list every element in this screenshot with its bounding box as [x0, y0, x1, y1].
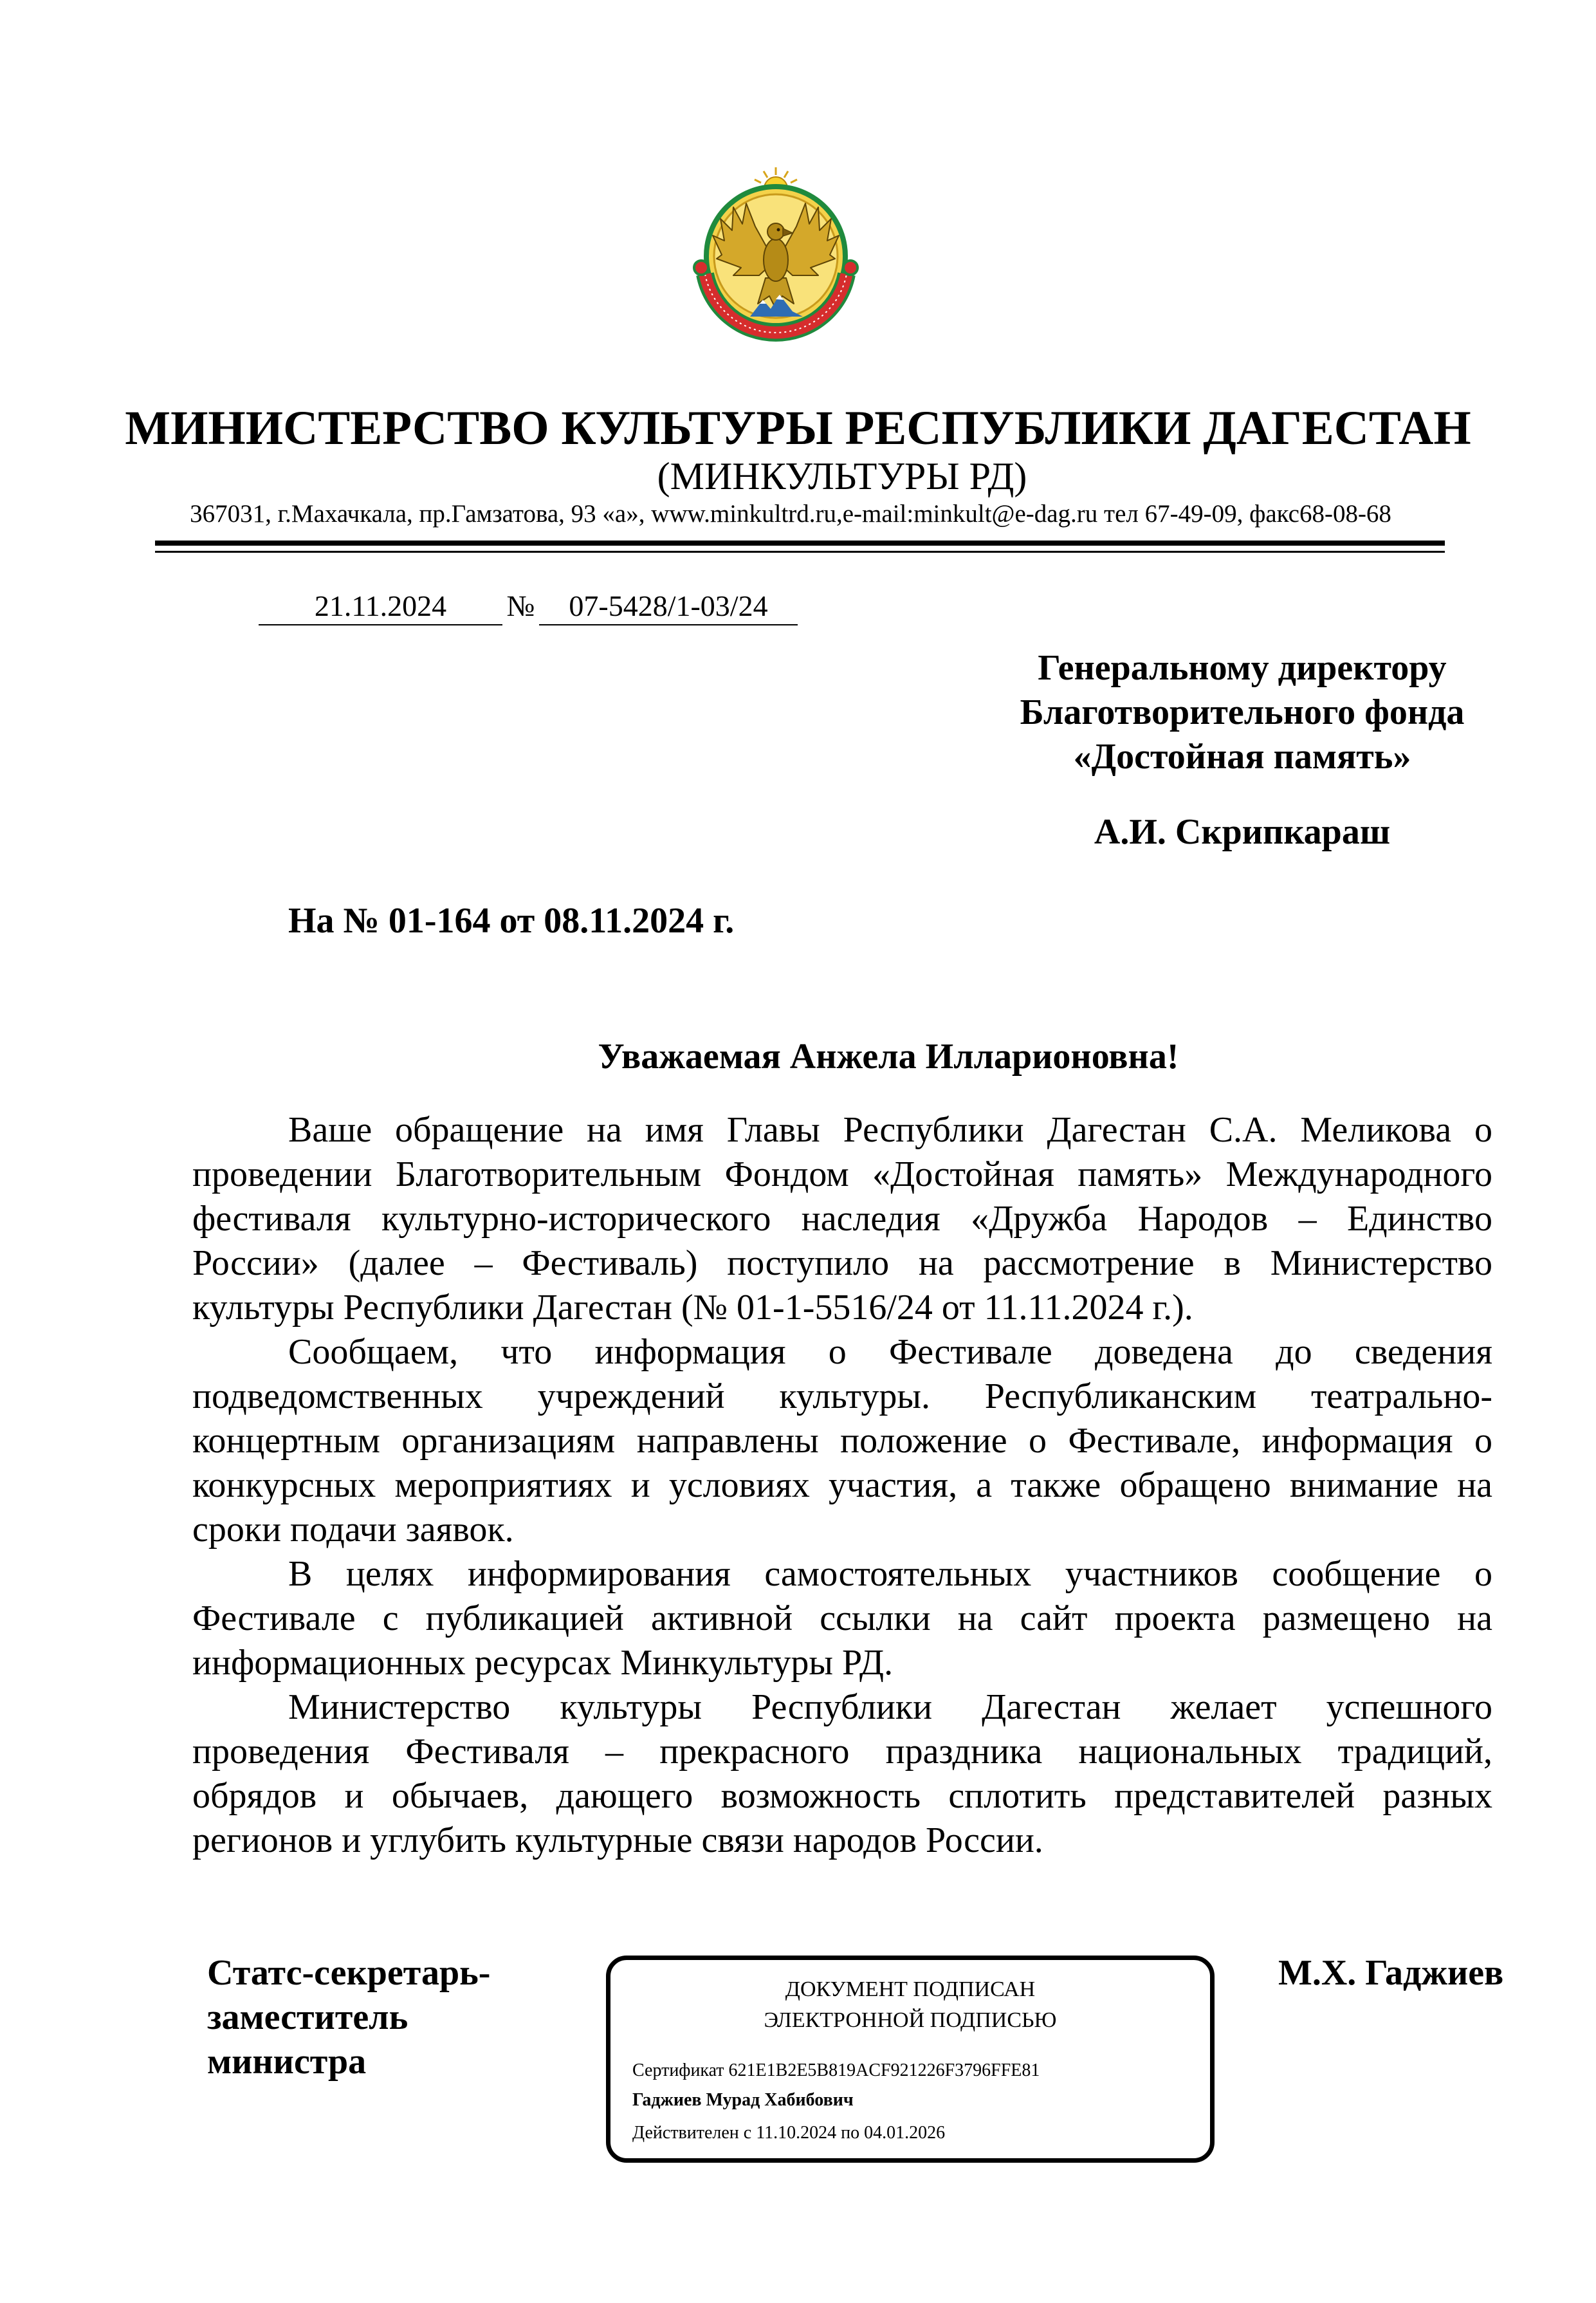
ministry-title: МИНИСТЕРСТВО КУЛЬТУРЫ РЕСПУБЛИКИ ДАГЕСТАН [125, 402, 1471, 455]
body-line: фестиваля культурно-исторического наследия «Дружба Народов – Единство [192, 1199, 1492, 1239]
body-line: Министерство культуры Республики Дагестан желает успешного [288, 1687, 1492, 1727]
stamp-validity: Действителен с 11.10.2024 по 04.01.2026 [632, 2123, 946, 2143]
body-line: Фестивале с публикацией активной ссылки на сайт проекта размещено на [192, 1598, 1492, 1638]
paragraph [192, 1685, 1492, 1863]
stamp-owner: Гаджиев Мурад Хабибович [632, 2090, 854, 2110]
signatory-position-line: заместитель [207, 1997, 408, 2037]
salutation: Уважаемая Анжела Илларионовна! [598, 1037, 1179, 1077]
letter-date: 21.11.2024 [259, 588, 502, 625]
body-line: регионов и углубить культурные связи народов России. [192, 1820, 1043, 1860]
electronic-signature-stamp [606, 1956, 1215, 2163]
coat-of-arms-emblem [679, 165, 872, 364]
body-line: В целях информирования самостоятельных участников сообщение о [288, 1554, 1492, 1594]
addressee-line: «Достойная память» [1073, 737, 1411, 777]
letter-number: 07-5428/1-03/24 [539, 588, 798, 625]
body-line: подведомственных учреждений культуры. Республиканским театрально- [192, 1376, 1492, 1416]
stamp-title-line: ЭЛЕКТРОННОЙ ПОДПИСЬЮ [764, 2008, 1057, 2032]
paragraph [192, 1330, 1492, 1552]
addressee-line: Благотворительного фонда [1020, 692, 1465, 732]
signatory-position [207, 1951, 580, 2084]
body-line: информационных ресурсах Минкультуры РД. [192, 1643, 894, 1683]
letter-body [192, 1108, 1492, 1863]
emblem-eagle-body [764, 239, 788, 281]
body-line: культуры Республики Дагестан (№ 01-1-5516/24 от 11.11.2024 г.). [192, 1288, 1193, 1327]
body-line: проведения Фестиваля – прекрасного праздника национальных традиций, [192, 1732, 1492, 1771]
body-line: сроки подачи заявок. [192, 1510, 514, 1549]
signatory-position-line: министра [207, 2042, 367, 2082]
addressee-line: Генеральному директору [1038, 648, 1447, 688]
ministry-short-name: (МИНКУЛЬТУРЫ РД) [657, 455, 1027, 497]
registration-line [259, 588, 798, 625]
body-line: конкурсных мероприятиях и условиях участия, а также обращено внимание на [192, 1465, 1492, 1505]
body-line: Сообщаем, что информация о Фестивале доведена до сведения [288, 1332, 1492, 1372]
header-rule-thin [155, 551, 1445, 553]
body-line: обрядов и обычаев, дающего возможность сплотить представителей разных [192, 1776, 1492, 1816]
body-line: проведении Благотворительным Фондом «Достойная память» Международного [192, 1154, 1492, 1194]
paragraph [192, 1552, 1492, 1685]
signatory-position-line: Статс-секретарь- [207, 1953, 491, 1993]
signatory-name: М.Х. Гаджиев [1278, 1953, 1504, 1993]
stamp-certificate: Сертификат 621E1B2E5B819ACF921226F3796FFE81 [632, 2060, 1040, 2080]
addressee-block [985, 646, 1500, 779]
body-line: концертным организациям направлены положение о Фестивале, информация о [192, 1421, 1492, 1461]
reference-line: На № 01-164 от 08.11.2024 г. [288, 901, 735, 941]
emblem-eagle-eye [777, 228, 780, 232]
stamp-title-line: ДОКУМЕНТ ПОДПИСАН [785, 1977, 1036, 2001]
emblem-eagle-head [767, 223, 784, 240]
header-rule-thick [155, 541, 1445, 546]
body-line: Ваше обращение на имя Главы Республики Дагестан С.А. Меликова о [288, 1110, 1492, 1150]
ministry-address: 367031, г.Махачкала, пр.Гамзатова, 93 «а», www.minkultrd.ru,e-mail:minkult@e-dag.ru тел 67-49-09, факс68-08-68 [190, 500, 1391, 528]
number-sign: № [506, 589, 535, 622]
addressee-name: А.И. Скрипкараш [1094, 812, 1391, 852]
body-line: России» (далее – Фестиваль) поступило на рассмотрение в Министерство [192, 1243, 1492, 1283]
paragraph [192, 1108, 1492, 1330]
